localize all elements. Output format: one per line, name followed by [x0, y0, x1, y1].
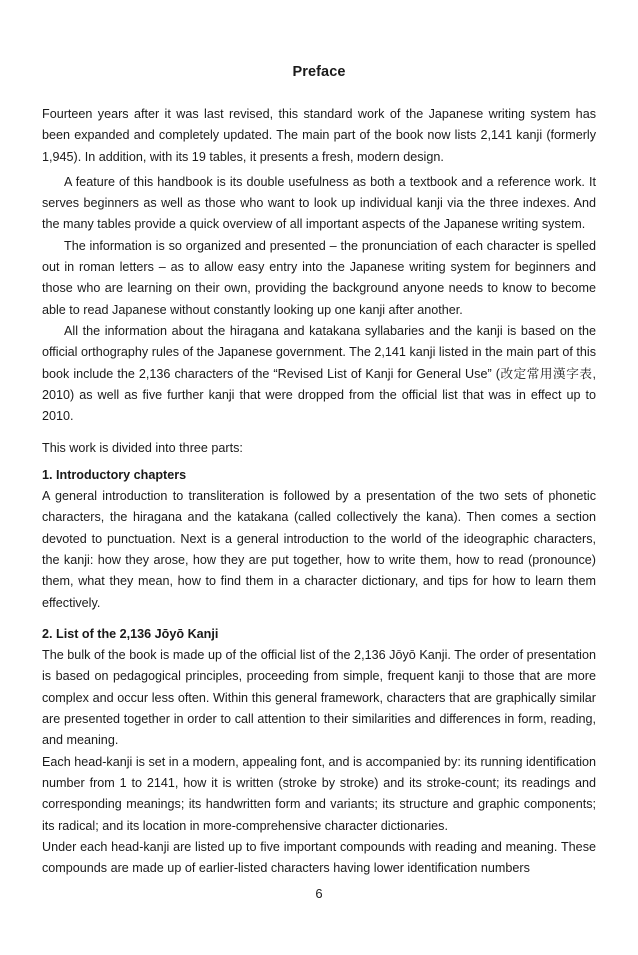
body-text	[42, 104, 596, 879]
paragraph-usefulness: A feature of this handbook is its double usefulness as both a textbook and a reference work. It serves beginners as well as those who want to look up individual kanji via the three indexes. And the many tables provide a quick overview of all important aspects of the Japanese writing system.	[42, 174, 596, 232]
section-text-compounds: Under each head-kanji are listed up to five important compounds with reading and meaning. These compounds are made up of earlier-listed characters having lower identification numbers	[42, 839, 596, 876]
paragraph-intro-revision: Fourteen years after it was last revised, this standard work of the Japanese writing system has been expanded and completely updated. The main part of the book now lists 2,141 kanji (formerly 1,945). In addition, with its 19 tables, it presents a fresh, modern design.	[42, 107, 596, 164]
section-heading-joyo-kanji-list: 2. List of the 2,136 Jōyō Kanji	[42, 626, 219, 641]
page-title: Preface	[292, 64, 346, 80]
section-text-joyo-kanji-list: The bulk of the book is made up of the official list of the 2,136 Jōyō Kanji. The order of presentation is based on pedagogical principles, proceeding from simple, frequent kanji to those that are more complex and occur less often. Within this general framework, characters that are graphically similar are presented together in order to call attention to their similarities and differences in form, reading, and meaning.	[42, 648, 596, 748]
paragraph-official-rules: All the information about the hiragana and katakana syllabaries and the kanji is based on the official orthography rules of the Japanese government. The 2,141 kanji listed in the main part of this book include the 2,136 characters of the “Revised List of Kanji for General Use” (改定常用漢字表, 2010) as well as five further kanji that were dropped from the official list that was in effect up to 2010.	[42, 323, 596, 424]
paragraph-organization: The information is so organized and presented – the pronunciation of each character is spelled out in roman letters – as to allow easy entry into the Japanese writing system for beginners and those who are learning on their own, providing the background anyone needs to know to become able to read Japanese without constantly looking up one kanji after another.	[42, 238, 596, 317]
paragraph-parts-intro: This work is divided into three parts:	[42, 441, 243, 456]
section-text-head-kanji: Each head-kanji is set in a modern, appealing font, and is accompanied by: its running identification number from 1 to 2141, how it is written (stroke by stroke) and its stroke-count; its readings and corresponding meanings; its handwritten form and variants; its structure and graphic components; its radical; and its location in more-comprehensive character dictionaries.	[42, 754, 596, 833]
section-text-introductory-chapters: A general introduction to transliteration is followed by a presentation of the two sets of phonetic characters, the hiragana and the katakana (called collectively the kana). Then comes a section devoted to punctuation. Next is a general introduction to the world of the ideographic characters, the kanji: how they arose, how they are put together, how to write them, how to read (pronounce) them, what they mean, how to find them in a character dictionary, and tips for how to learn them effectively.	[42, 489, 596, 610]
page-number: 6	[315, 886, 323, 901]
section-heading-introductory-chapters: 1. Introductory chapters	[42, 467, 187, 482]
